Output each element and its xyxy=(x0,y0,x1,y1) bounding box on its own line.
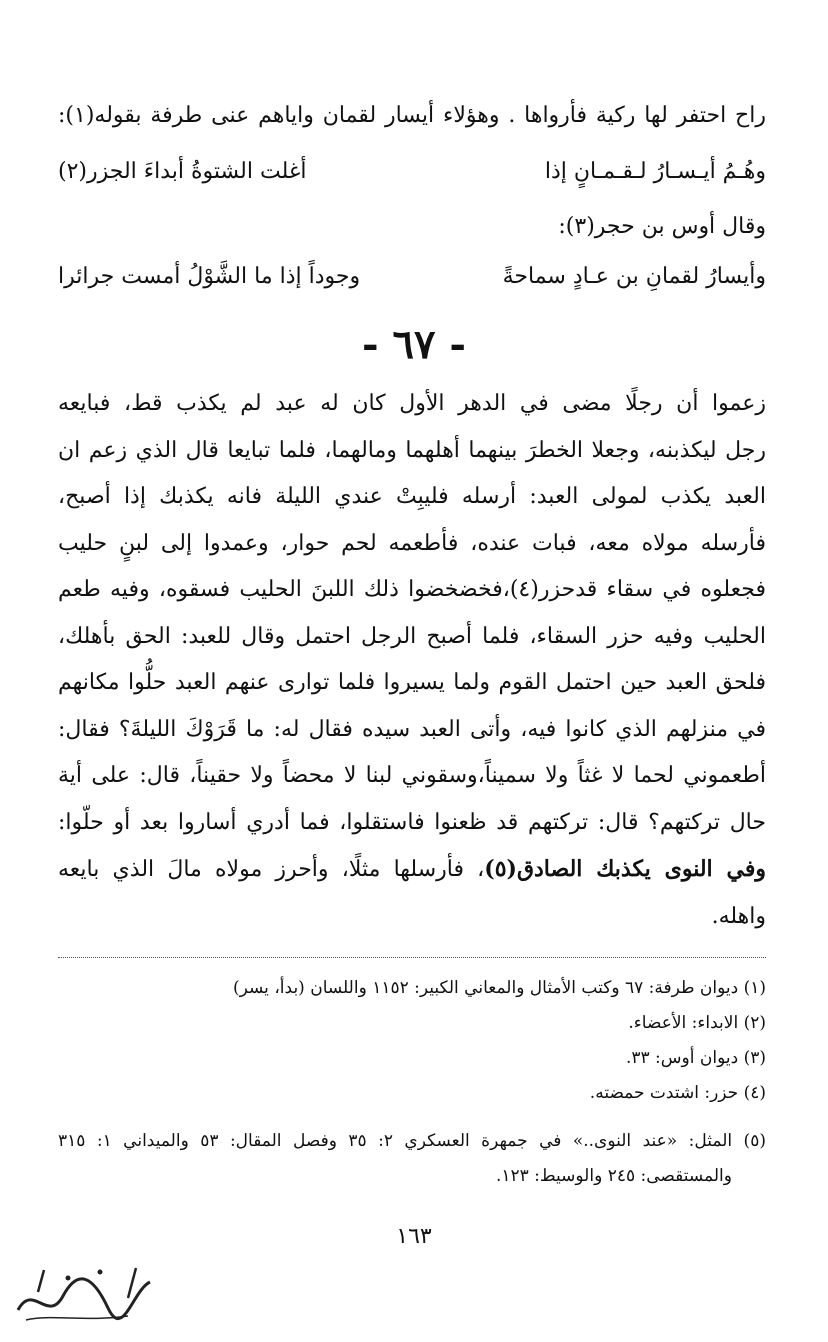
page-number: ١٦٣ xyxy=(396,1224,432,1249)
footnote-5: (٥) المثل: «عند النوى..» في جمهرة العسكري ٢: ٣٥ وفصل المقال: ٥٣ والميداني ١: ٣١٥ xyxy=(58,1131,766,1151)
footnote-1: (١) ديوان طرفة: ٦٧ وكتب الأمثال والمعاني الكبير: ١١٥٢ واللسان (بدأ، يسر) xyxy=(233,978,766,998)
footnote-5-cont: والمستقصى: ٢٤٥ والوسيط: ١٢٣. xyxy=(495,1166,732,1186)
paragraph-line: العبد يكذب لمولى العبد: أرسله فليبِتْ عندي الليلة فانه يكذبك إذا أصبح، xyxy=(58,484,766,509)
publisher-logo xyxy=(8,1262,158,1334)
footnote-2: (٢) الابداء: الأعضاء. xyxy=(628,1013,766,1033)
paragraph-line: أطعموني لحما لا غثاً ولا سميناً،وسقوني لبنا لا محضاً ولا حقيناً، قال: على أية xyxy=(58,763,766,788)
paragraph-line: زعموا أن رجلًا مضى في الدهر الأول كان له عبد لم يكذب قط، فبايعه xyxy=(58,391,766,416)
paragraph-line: في منزلهم الذي كانوا فيه، وأتى العبد سيده فقال له: ما قَرَوْكَ الليلةَ؟ فقال: xyxy=(58,717,766,742)
paragraph-line: حال تركتهم؟ قال: تركتهم قد ظعنوا فاستقلوا، فما أدري أساروا بعد أو حلّوا: xyxy=(58,810,766,835)
footnote-separator xyxy=(58,957,766,958)
proverb-line xyxy=(58,852,766,887)
verse-2-hemistich-1: وأيسارُ لقمانِ بن عـادٍ سماحةً xyxy=(502,264,766,289)
paragraph-line: الحليب وفيه حزر السقاء، فلما أصبح الرجل احتمل وقال للعبد: الحق بأهلك، xyxy=(58,624,766,649)
paragraph-line: فجعلوه في سقاء قدحزر(٤)،فخضخضوا ذلك اللبنَ الحليب فسقوه، وفيه طعم xyxy=(58,577,766,602)
calligraphy-logo-icon xyxy=(8,1262,158,1334)
footnote-4: (٤) حزر: اشتدت حمضته. xyxy=(589,1083,766,1103)
intro-line-2: وقال أوس بن حجر(٣): xyxy=(558,214,766,239)
final-line: واهله. xyxy=(711,904,766,929)
paragraph-line: فلحق العبد حين احتمل القوم ولما يسيروا فلما توارى عنهم العبد حلُّوا مكانهم xyxy=(58,670,766,695)
paragraph-line: فأرسله مولاه معه، فبات عنده، فأطعمه لحم حوار، وعمدوا إلى لبنٍ حليب xyxy=(58,531,766,556)
intro-line-1: راح احتفر لها ركية فأرواها . وهؤلاء أيسار لقمان واياهم عنى طرفة بقوله(١): xyxy=(58,103,766,128)
verse-1-hemistich-2: أغلت الشتوةُ أبداءَ الجزر(٢) xyxy=(58,159,307,184)
section-number: - ٦٧ - xyxy=(361,321,467,368)
proverb-continuation: ، فأرسلها مثلًا، وأحرز مولاه مالَ الذي بايعه xyxy=(58,857,485,882)
paragraph-line: رجل ليكذبنه، وجعلا الخطرَ بينهما أهلهما ومالهما، فلما تبايعا قال الذي زعم ان xyxy=(58,438,766,463)
proverb-text: وفي النوى يكذبك الصادق(٥) xyxy=(484,856,766,882)
footnote-3: (٣) ديوان أوس: ٣٣. xyxy=(625,1048,766,1068)
verse-2-hemistich-2: وجوداً إذا ما الشَّوْلُ أمست جرائرا xyxy=(58,264,361,289)
verse-1-hemistich-1: وهُـمُ أيـسـارُ لـقـمـانٍ إذا xyxy=(544,159,766,184)
